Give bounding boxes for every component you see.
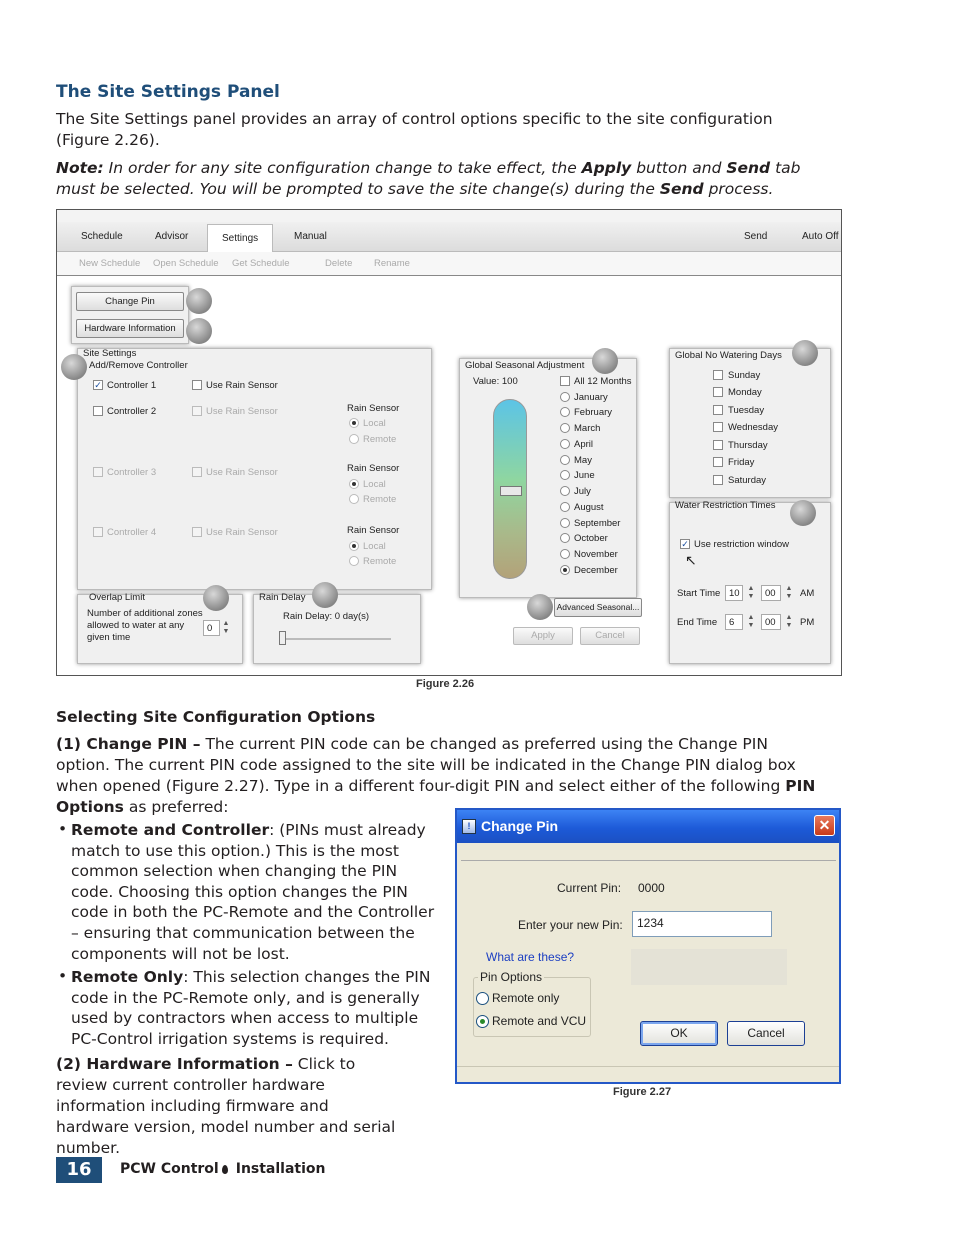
start-min-spinner[interactable]: ▲ ▼ [785, 585, 793, 600]
tuesday-checkbox[interactable] [713, 405, 723, 415]
rain-sensor-4-checkbox[interactable] [192, 527, 202, 537]
footer-section: Installation [235, 1161, 326, 1177]
tab-manual[interactable]: Manual [294, 231, 327, 242]
pin-options-group [473, 977, 591, 1037]
rain-sensor-1-checkbox[interactable] [192, 380, 202, 390]
rename-button[interactable]: Rename [374, 258, 410, 269]
wednesday-checkbox[interactable] [713, 422, 723, 432]
callout-bubble [312, 582, 338, 608]
hardware-info-button[interactable]: Hardware Information [76, 319, 184, 338]
figure-caption-2-27: Figure 2.27 [613, 1086, 672, 1098]
monday-label: Monday [728, 387, 762, 398]
controller-1-checkbox[interactable]: ✓ [94, 380, 102, 390]
remote-radio-2[interactable] [349, 434, 359, 444]
controller-1-label: Controller 1 [107, 380, 157, 391]
end-time-label: End Time [677, 617, 718, 628]
start-time-label: Start Time [677, 588, 721, 599]
month-label-may: May [574, 455, 592, 466]
section-heading: Selecting Site Configuration Options [56, 708, 376, 726]
end-hour-input[interactable]: 6 [725, 614, 743, 630]
end-min-input[interactable]: 00 [761, 614, 781, 630]
change-pin-dialog [455, 808, 841, 1084]
callout-bubble [592, 348, 618, 374]
controller-3-label: Controller 3 [107, 467, 157, 478]
controller-2-label: Controller 2 [107, 406, 157, 417]
dialog-titlebar [457, 810, 839, 843]
month-radio-march[interactable] [560, 423, 570, 433]
ok-button[interactable]: OK [640, 1021, 718, 1046]
rain-sensor-2-checkbox[interactable] [192, 406, 202, 416]
remote-only-radio[interactable] [476, 992, 489, 1005]
settings-area [57, 276, 841, 676]
water-restriction-label: Water Restriction Times [675, 500, 776, 511]
new-schedule-button[interactable]: New Schedule [79, 258, 141, 269]
month-label-april: April [574, 439, 594, 450]
remote-radio-4[interactable] [349, 556, 359, 566]
rain-sensor-3-checkbox[interactable] [192, 467, 202, 477]
overlap-spinner[interactable]: ▲ ▼ [222, 620, 230, 635]
current-pin-label: Current Pin: [557, 881, 622, 895]
month-label-january: January [574, 392, 608, 403]
remote-label-4: Remote [363, 556, 397, 567]
all-months-label: All 12 Months [574, 376, 632, 387]
open-schedule-button[interactable]: Open Schedule [153, 258, 219, 269]
end-min-spinner[interactable]: ▲ ▼ [785, 614, 793, 629]
delete-button[interactable]: Delete [325, 258, 353, 269]
callout-bubble [186, 318, 212, 344]
rain-sensor-4-title: Rain Sensor [347, 525, 400, 536]
status-strip [457, 1066, 839, 1082]
bullet-remote-only: Remote Only: This selection changes the PIN code in the PC-Remote only, and is generally used by contractors when access to multiple PC-Control irrigation systems is required. [71, 968, 431, 1048]
overlap-limit-label: Overlap Limit [89, 592, 145, 603]
month-radio-december[interactable] [560, 565, 570, 575]
note-paragraph: Note: In order for any site configuration change to take effect, the Apply button and Send tab must be selected. You will be prompted to save the site change(s) during the Send process. [56, 159, 801, 198]
month-label-december: December [574, 565, 618, 576]
page-heading: The Site Settings Panel [56, 82, 280, 102]
month-radio-april[interactable] [560, 439, 570, 449]
local-label-3: Local [363, 479, 386, 490]
mouse-pointer-icon: ↖ [685, 552, 697, 568]
controller-3-checkbox[interactable] [93, 467, 103, 477]
start-ampm-label: AM [800, 588, 815, 599]
start-hour-input[interactable]: 10 [725, 585, 743, 601]
month-radio-august[interactable] [560, 502, 570, 512]
start-min-input[interactable]: 00 [761, 585, 781, 601]
seasonal-label: Global Seasonal Adjustment [465, 360, 585, 371]
sunday-checkbox[interactable] [713, 370, 723, 380]
page-number: 16 [56, 1157, 102, 1183]
month-label-march: March [574, 423, 601, 434]
footer-product: PCW Control [120, 1161, 219, 1177]
start-hour-spinner[interactable]: ▲ ▼ [747, 585, 755, 600]
advanced-seasonal-button[interactable]: Advanced Seasonal... [554, 598, 642, 617]
cancel-button[interactable]: Cancel [580, 627, 640, 645]
all-months-checkbox[interactable] [560, 376, 570, 386]
callout-bubble [527, 594, 553, 620]
thursday-checkbox[interactable] [713, 440, 723, 450]
month-radio-july[interactable] [560, 486, 570, 496]
rain-delay-text: Rain Delay: 0 day(s) [283, 611, 370, 622]
pin-options-label: Pin Options [480, 970, 543, 984]
callout-bubble [203, 585, 229, 611]
month-label-august: August [574, 502, 604, 513]
friday-label: Friday [728, 457, 755, 468]
dialog-title: Change Pin [481, 818, 559, 834]
month-radio-february[interactable] [560, 407, 570, 417]
rain-delay-slider-track [281, 638, 391, 640]
remote-only-label: Remote only [492, 991, 560, 1005]
rain-sensor-4-label: Use Rain Sensor [206, 527, 278, 538]
no-watering-label: Global No Watering Days [675, 350, 782, 361]
friday-checkbox[interactable] [713, 457, 723, 467]
tuesday-label: Tuesday [728, 405, 765, 416]
month-label-september: September [574, 518, 621, 529]
rain-sensor-2-title: Rain Sensor [347, 403, 400, 414]
local-radio-2[interactable] [349, 418, 359, 428]
change-pin-button[interactable]: Change Pin [76, 292, 184, 311]
end-ampm-label: PM [800, 617, 815, 628]
month-radio-november[interactable] [560, 549, 570, 559]
use-restriction-checkbox[interactable]: ✓ [681, 539, 689, 549]
rain-delay-panel [253, 594, 421, 664]
rain-sensor-1-label: Use Rain Sensor [206, 380, 278, 391]
tab-auto-off[interactable]: Auto Off [802, 231, 839, 242]
change-pin-paragraph: (1) Change PIN – The current PIN code can be changed as preferred using the Change PIN option. The current PIN code assigned to the site will be indicated in the Change PIN dialog box when opened (Figure 2.27). Type in a different four-digit PIN and select either of the following PIN Options as preferred: [56, 735, 816, 816]
month-label-october: October [574, 533, 608, 544]
controller-4-label: Controller 4 [107, 527, 157, 538]
remote-label-2: Remote [363, 434, 397, 445]
thursday-label: Thursday [728, 440, 768, 451]
rain-sensor-3-label: Use Rain Sensor [206, 467, 278, 478]
month-label-july: July [574, 486, 591, 497]
footer [120, 1161, 326, 1177]
apply-button[interactable]: Apply [513, 627, 573, 645]
local-label-2: Local [363, 418, 386, 429]
month-radio-june[interactable] [560, 470, 570, 480]
schedule-toolbar [57, 252, 841, 276]
current-pin-value: 0000 [638, 881, 665, 895]
tab-advisor[interactable]: Advisor [155, 231, 189, 242]
info-placeholder [631, 949, 787, 985]
seasonal-slider-thumb[interactable] [500, 486, 522, 496]
callout-bubble [790, 500, 816, 526]
rain-sensor-3-title: Rain Sensor [347, 463, 400, 474]
callout-bubble [61, 354, 87, 380]
add-remove-label: Add/Remove Controller [89, 360, 188, 371]
intro-paragraph: The Site Settings panel provides an array of control options specific to the site configuration (Figure 2.26). [56, 110, 773, 149]
bullet-remote-controller: Remote and Controller: (PINs must already match to use this option.) This is the most common selection when changing the PIN code. Choosing this option changes the PIN code in both the PC-Remote and the Controller – ensuring that communication between the components will not be lost. [71, 821, 435, 963]
callout-bubble [792, 340, 818, 366]
seasonal-value: Value: 100 [473, 376, 518, 387]
tab-schedule[interactable]: Schedule [81, 231, 123, 242]
rain-delay-label: Rain Delay [259, 592, 306, 603]
local-radio-4[interactable] [349, 541, 359, 551]
new-pin-label: Enter your new Pin: [518, 918, 623, 932]
bullet-icon: • [58, 820, 68, 838]
figure-caption-2-26: Figure 2.26 [416, 678, 475, 690]
tab-send[interactable]: Send [744, 231, 768, 242]
month-label-june: June [574, 470, 595, 481]
remote-vcu-radio[interactable] [476, 1015, 489, 1028]
dialog-body [461, 860, 836, 1062]
end-hour-spinner[interactable]: ▲ ▼ [747, 614, 755, 629]
close-icon[interactable]: ✕ [814, 815, 835, 836]
seasonal-panel [459, 358, 637, 598]
site-settings-screenshot [56, 209, 842, 676]
new-pin-input[interactable]: 1234 [632, 911, 772, 937]
remote-label-3: Remote [363, 494, 397, 505]
overlap-limit-text: Number of additional zones allowed to water at any given time [87, 608, 203, 643]
remote-vcu-label: Remote and VCU [492, 1014, 587, 1028]
drop-icon [222, 1165, 228, 1174]
what-are-these-link[interactable]: What are these? [486, 950, 575, 964]
saturday-checkbox[interactable] [713, 475, 723, 485]
get-schedule-button[interactable]: Get Schedule [232, 258, 290, 269]
app-icon: ! [462, 819, 476, 834]
month-radio-january[interactable] [560, 392, 570, 402]
bullet-icon: • [58, 967, 68, 985]
rain-sensor-2-label: Use Rain Sensor [206, 406, 278, 417]
water-restriction-panel [669, 502, 831, 664]
callout-bubble [186, 288, 212, 314]
month-label-february: February [574, 407, 613, 418]
local-label-4: Local [363, 541, 386, 552]
month-radio-october[interactable] [560, 533, 570, 543]
hardware-info-paragraph: (2) Hardware Information – Click to review current controller hardware information including firmware and hardware version, model number and serial number. [56, 1055, 396, 1157]
overlap-limit-input[interactable]: 0 [203, 620, 220, 636]
controller-4-checkbox[interactable] [93, 527, 103, 537]
main-tab-bar [57, 222, 841, 252]
controller-2-checkbox[interactable] [93, 406, 103, 416]
remote-radio-3[interactable] [349, 494, 359, 504]
site-settings-label: Site Settings [83, 348, 137, 359]
month-radio-may[interactable] [560, 455, 570, 465]
wednesday-label: Wednesday [728, 422, 778, 433]
dialog-cancel-button[interactable]: Cancel [727, 1021, 805, 1046]
month-radio-september[interactable] [560, 518, 570, 528]
month-label-november: November [574, 549, 618, 560]
local-radio-3[interactable] [349, 479, 359, 489]
sunday-label: Sunday [728, 370, 761, 381]
rain-delay-slider-thumb[interactable] [279, 631, 286, 645]
tab-settings[interactable]: Settings [207, 224, 273, 252]
monday-checkbox[interactable] [713, 387, 723, 397]
use-restriction-label: Use restriction window [694, 539, 790, 550]
saturday-label: Saturday [728, 475, 767, 486]
